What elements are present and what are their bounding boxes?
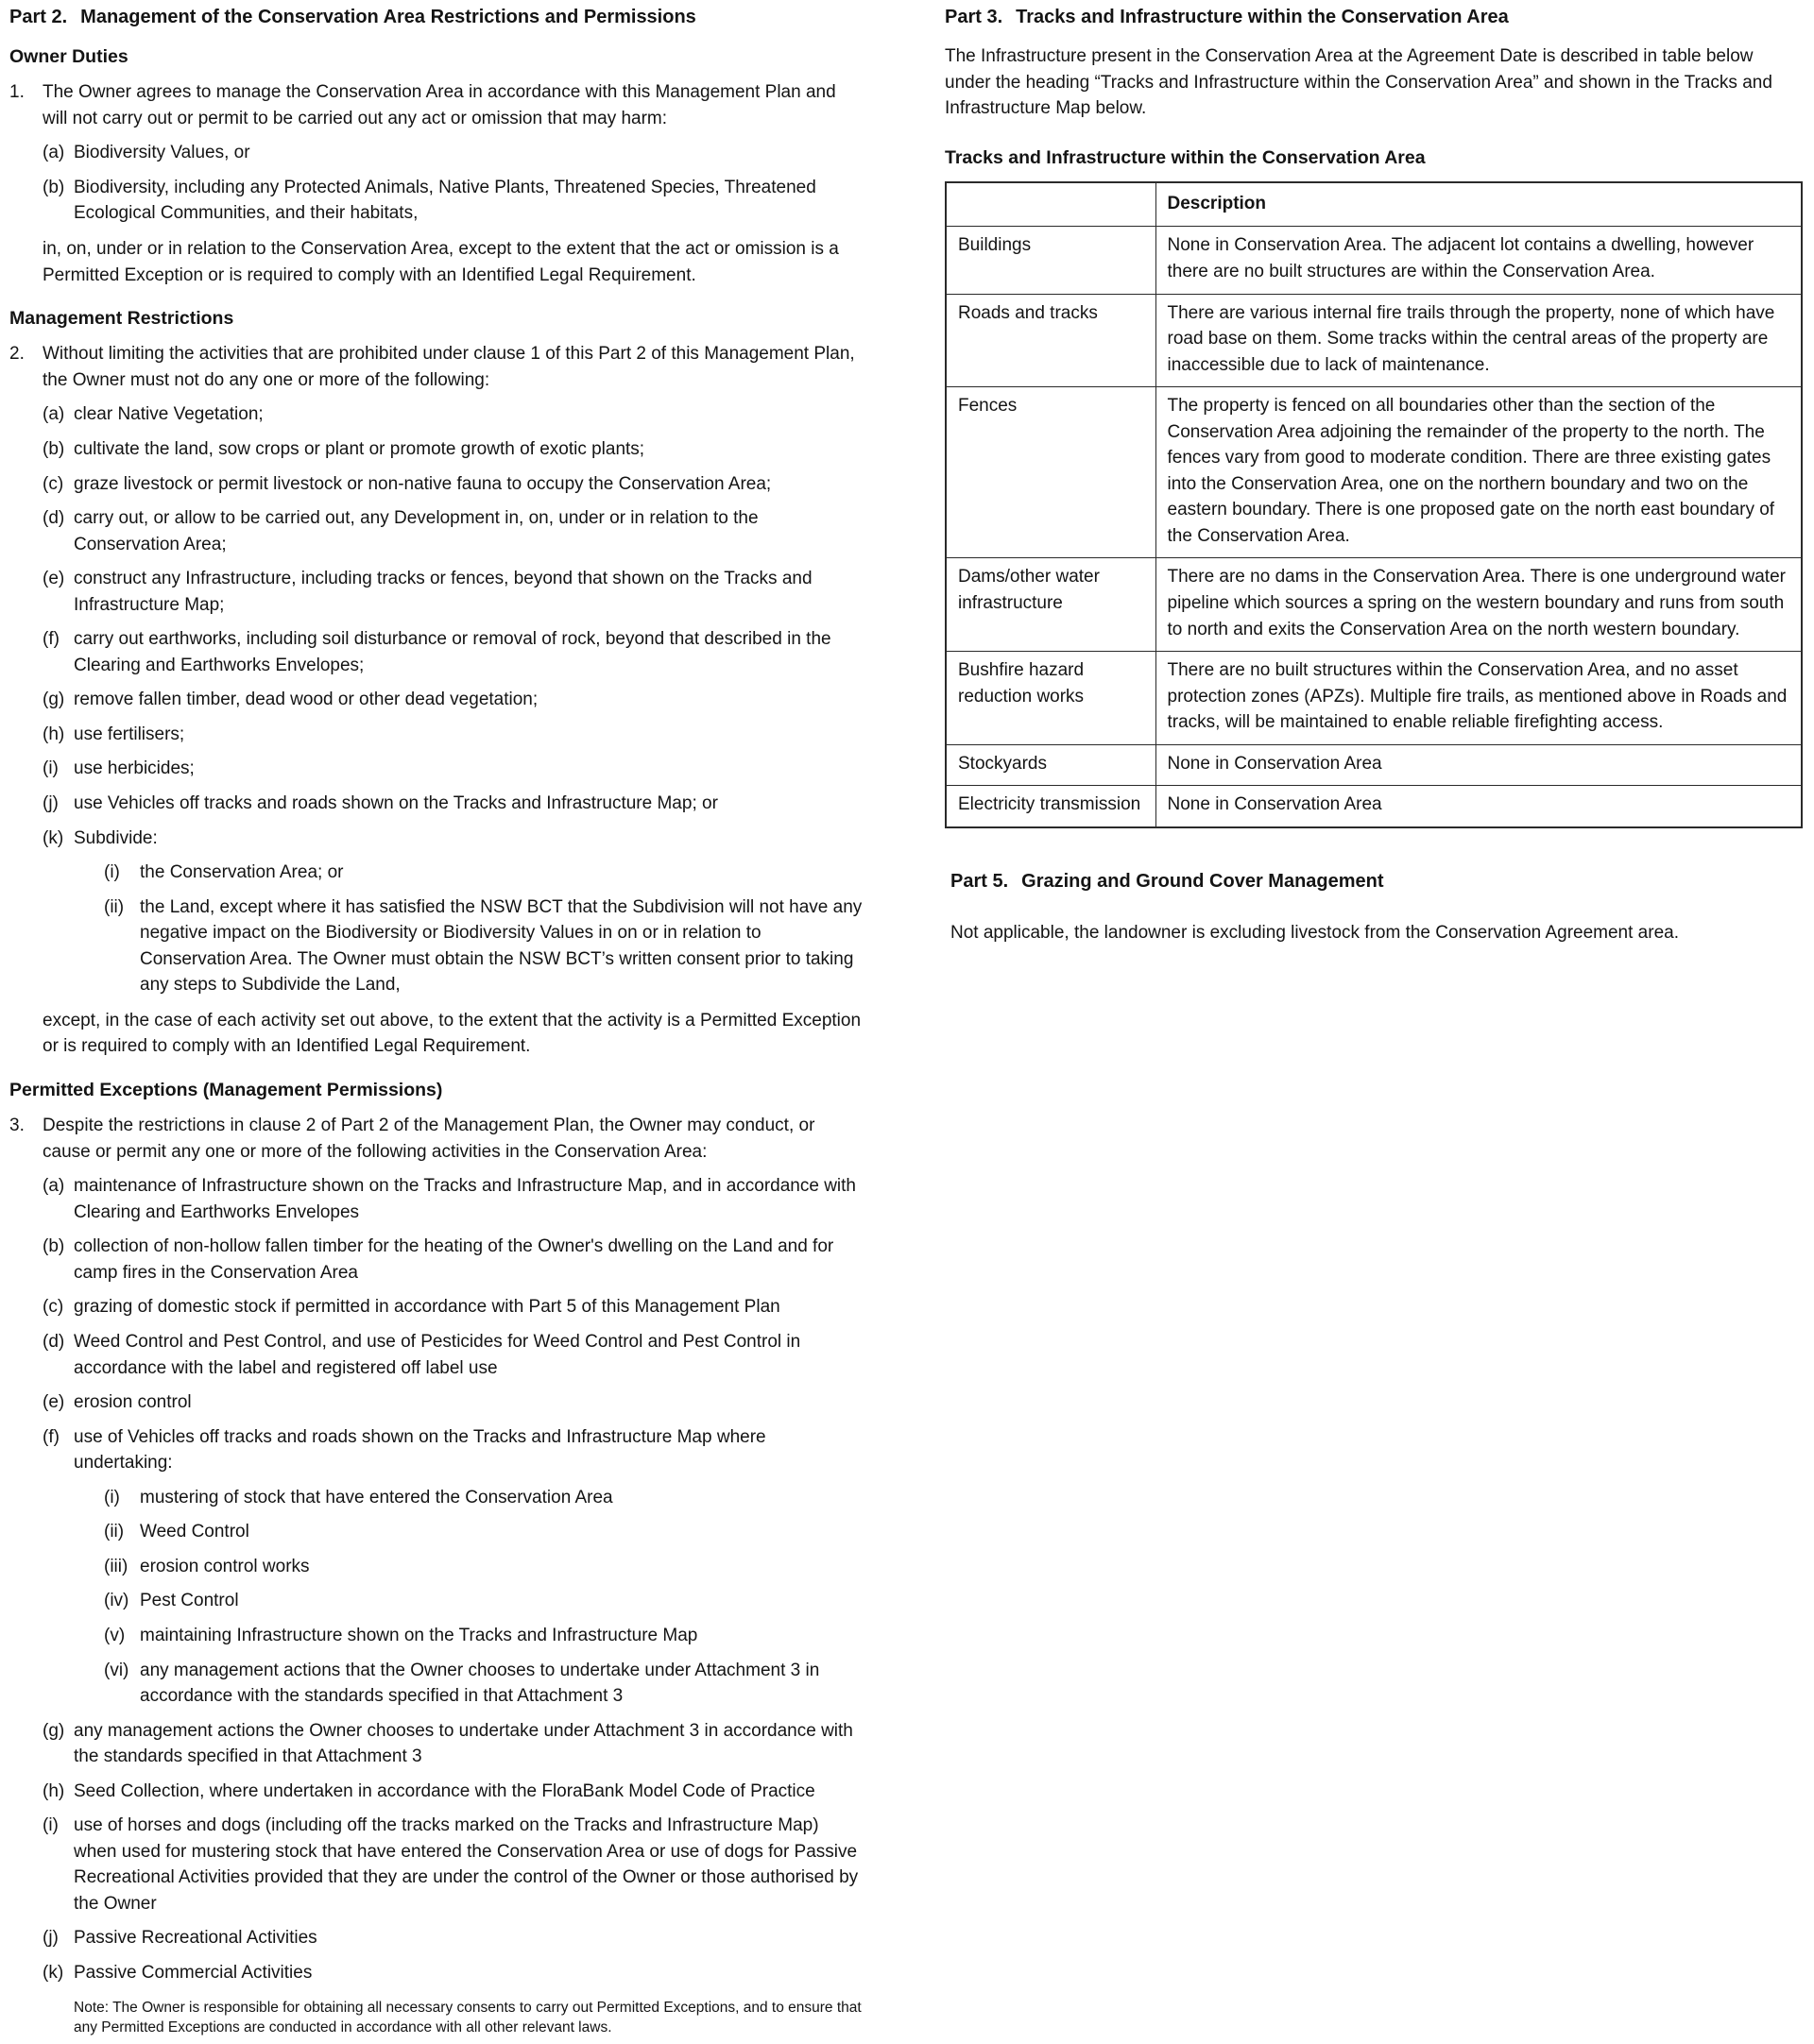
list-item — [43, 756, 864, 782]
item-text: Biodiversity, including any Protected Animals, Native Plants, Threatened Species, Threatened Ecological Communities, and their habitats, — [74, 177, 816, 224]
row-description: None in Conservation Area. The adjacent lot contains a dwelling, however there are no built structures are within the Conservation Area. — [1155, 227, 1802, 294]
part3-number: Part 3. — [945, 7, 1003, 27]
list-item — [43, 471, 864, 498]
subitem-label: (v) — [104, 1625, 126, 1645]
item-text: erosion control — [74, 1392, 192, 1413]
row-label: Fences — [946, 387, 1155, 558]
table-row — [946, 387, 1802, 558]
list-item — [43, 1813, 864, 1916]
subitem-text: mustering of stock that have entered the Conservation Area — [140, 1487, 613, 1507]
clause-2 — [9, 341, 864, 1060]
sub-list-item — [104, 1485, 864, 1511]
list-item — [43, 1329, 864, 1381]
part5-section — [945, 868, 1803, 946]
header-cell-blank — [946, 182, 1155, 227]
item-text: Weed Control and Pest Control, and use of Pesticides for Weed Control and Pest Control in accordance with the label and registered off label use — [74, 1332, 801, 1378]
part2-title: Management of the Conservation Area Restrictions and Permissions — [80, 7, 696, 27]
item-label: (e) — [43, 569, 65, 589]
item-label: (d) — [43, 1332, 65, 1353]
item-label: (b) — [43, 439, 65, 459]
table-row — [946, 744, 1802, 786]
subitem-text: Pest Control — [140, 1591, 239, 1611]
row-label: Stockyards — [946, 744, 1155, 786]
part5-heading — [950, 868, 1803, 895]
item-label: (k) — [43, 1962, 64, 1983]
item-text: use herbicides; — [74, 758, 195, 779]
clause-2-number: 2. — [9, 344, 25, 365]
part5-number: Part 5. — [950, 870, 1009, 892]
sub-list-item — [104, 860, 864, 886]
item-text: cultivate the land, sow crops or plant or promote growth of exotic plants; — [74, 439, 645, 459]
item-label: (e) — [43, 1392, 65, 1413]
item-label: (i) — [43, 758, 59, 779]
item-label: (g) — [43, 690, 65, 710]
part3-intro: The Infrastructure present in the Conservation Area at the Agreement Date is described in table below under the heading “Tracks and Infrastructure within the Conservation Area” and shown in the Tracks and Infrastructure Map below. — [945, 46, 1772, 119]
part3-title: Tracks and Infrastructure within the Conservation Area — [1016, 7, 1509, 27]
subitem-label: (i) — [104, 1487, 120, 1507]
list-item — [43, 791, 864, 817]
row-label: Dams/other water infrastructure — [946, 558, 1155, 652]
subitem-text: any management actions that the Owner chooses to undertake under Attachment 3 in accordance with the standards specified in that Attachment 3 — [140, 1660, 820, 1707]
item-text: use Vehicles off tracks and roads shown on the Tracks and Infrastructure Map; or — [74, 793, 718, 814]
part2-column — [9, 4, 864, 2044]
list-item — [43, 687, 864, 713]
item-text: collection of non-hollow fallen timber for the heating of the Owner's dwelling on the Land and for camp fires in the Conservation Area — [74, 1236, 834, 1283]
table-row — [946, 652, 1802, 745]
item-label: (b) — [43, 1236, 65, 1257]
table-row — [946, 558, 1802, 652]
list-item — [43, 626, 864, 678]
item-label: (a) — [43, 1176, 65, 1197]
clause-2-body — [43, 341, 864, 1060]
item-text: carry out earthworks, including soil disturbance or removal of rock, beyond that described in the Clearing and Earthworks Envelopes; — [74, 629, 831, 675]
list-item — [43, 1294, 864, 1320]
list-item — [43, 1424, 864, 1476]
item-text: carry out, or allow to be carried out, any Development in, on, under or in relation to the Conservation Area; — [74, 508, 759, 554]
part3-heading — [945, 4, 1803, 31]
item-label: (g) — [43, 1720, 65, 1741]
list-item — [43, 1925, 864, 1951]
list-item — [43, 1173, 864, 1225]
item-text: Passive Commercial Activities — [74, 1962, 313, 1983]
item-label: (f) — [43, 629, 60, 650]
list-item — [43, 722, 864, 748]
row-description: There are no built structures within the Conservation Area, and no asset protection zones (APZs). Multiple fire trails, as mentioned above in Roads and tracks, will be maintained to enable reliable firefighting access. — [1155, 652, 1802, 745]
clause-3-number: 3. — [9, 1116, 25, 1136]
table-row — [946, 294, 1802, 387]
item-text: graze livestock or permit livestock or non-native fauna to occupy the Conservation Area; — [74, 473, 772, 494]
part3-column — [945, 4, 1803, 945]
sub-list-item — [104, 1554, 864, 1580]
item-label: (c) — [43, 473, 64, 494]
sub-list-item — [104, 1623, 864, 1649]
list-item — [43, 401, 864, 428]
row-description: The property is fenced on all boundaries other than the section of the Conservation Area adjoining the remainder of the property to the north. The fences vary from good to moderate condition. There are three existing gates into the Conservation Area, one on the northern boundary and two on the eastern boundary. There is one proposed gate on the north east boundary of the Conservation Area. — [1155, 387, 1802, 558]
table-row — [946, 227, 1802, 294]
management-restrictions-heading: Management Restrictions — [9, 308, 234, 330]
item-label: (i) — [43, 1815, 59, 1836]
item-text: maintenance of Infrastructure shown on the Tracks and Infrastructure Map, and in accordance with Clearing and Earthworks Envelopes — [74, 1176, 856, 1222]
part5-title: Grazing and Ground Cover Management — [1021, 870, 1384, 892]
list-item — [43, 436, 864, 463]
item-label: (j) — [43, 793, 59, 814]
row-description: None in Conservation Area — [1155, 786, 1802, 827]
item-text: any management actions the Owner chooses to undertake under Attachment 3 in accordance with the standards specified in that Attachment 3 — [74, 1720, 853, 1767]
clause-1 — [9, 79, 864, 288]
subitem-text: maintaining Infrastructure shown on the Tracks and Infrastructure Map — [140, 1625, 698, 1645]
subitem-label: (ii) — [104, 896, 125, 917]
clause-1-body — [43, 79, 864, 288]
item-text: grazing of domestic stock if permitted in accordance with Part 5 of this Management Plan — [74, 1297, 780, 1318]
item-label: (b) — [43, 177, 65, 197]
list-item — [43, 826, 864, 852]
list-item — [43, 175, 864, 227]
list-item — [43, 566, 864, 618]
clause-2-closing: except, in the case of each activity set out above, to the extent that the activity is a Permitted Exception or is required to comply with an Identified Legal Requirement. — [43, 1010, 862, 1057]
item-text: Subdivide: — [74, 827, 158, 848]
item-label: (k) — [43, 827, 64, 848]
row-label: Bushfire hazard reduction works — [946, 652, 1155, 745]
clause-3-body — [43, 1113, 864, 2038]
item-text: remove fallen timber, dead wood or other dead vegetation; — [74, 690, 539, 710]
list-item — [43, 1718, 864, 1770]
subitem-text: erosion control works — [140, 1556, 310, 1576]
list-item — [43, 1234, 864, 1286]
list-item — [43, 505, 864, 557]
sub-list-item — [104, 1519, 864, 1545]
item-label: (h) — [43, 1780, 65, 1801]
item-label: (a) — [43, 143, 65, 163]
item-label: (j) — [43, 1928, 59, 1949]
part5-text: Not applicable, the landowner is excluding livestock from the Conservation Agreement area. — [950, 922, 1679, 943]
permitted-exceptions-note: Note: The Owner is responsible for obtaining all necessary consents to carry out Permitted Exceptions, and to ensure that any Permitted Exceptions are conducted in accordance with all other relevant laws. — [74, 1999, 862, 2036]
row-label: Roads and tracks — [946, 294, 1155, 387]
item-label: (h) — [43, 724, 65, 744]
clause-3 — [9, 1113, 864, 2038]
sub-list-item — [104, 1658, 864, 1710]
item-text: Biodiversity Values, or — [74, 143, 250, 163]
item-text: use of Vehicles off tracks and roads shown on the Tracks and Infrastructure Map where undertaking: — [74, 1426, 766, 1473]
clause-2-text: Without limiting the activities that are prohibited under clause 1 of this Part 2 of this Management Plan, the Owner must not do any one or more of the following: — [43, 344, 855, 390]
infrastructure-table-title: Tracks and Infrastructure within the Conservation Area — [945, 146, 1426, 168]
item-text: use of horses and dogs (including off the tracks marked on the Tracks and Infrastructure Map) when used for mustering stock that have entered the Conservation Area or use of dogs for Passive Recreational Activities provided that they are under the control of the Owner or those authorised by the Owner — [74, 1815, 859, 1914]
subitem-text: the Conservation Area; or — [140, 862, 344, 883]
item-label: (f) — [43, 1426, 60, 1447]
item-label: (c) — [43, 1297, 64, 1318]
list-item — [43, 1960, 864, 1986]
item-text: clear Native Vegetation; — [74, 404, 264, 425]
clause-1-number: 1. — [9, 82, 25, 103]
subitem-label: (vi) — [104, 1660, 129, 1680]
table-header-row — [946, 182, 1802, 227]
list-item — [43, 1389, 864, 1416]
permitted-exceptions-heading: Permitted Exceptions (Management Permissions) — [9, 1079, 443, 1100]
item-text: Seed Collection, where undertaken in accordance with the FloraBank Model Code of Practice — [74, 1780, 815, 1801]
list-item — [43, 140, 864, 166]
item-label: (a) — [43, 404, 65, 425]
clause-1-closing: in, on, under or in relation to the Conservation Area, except to the extent that the act or omission is a Permitted Exception or is required to comply with an Identified Legal Requirement. — [43, 239, 839, 285]
item-label: (d) — [43, 508, 65, 529]
clause-3-text: Despite the restrictions in clause 2 of Part 2 of the Management Plan, the Owner may conduct, or cause or permit any one or more of the following activities in the Conservation Area: — [43, 1116, 815, 1162]
row-label: Buildings — [946, 227, 1155, 294]
subitem-text: the Land, except where it has satisfied the NSW BCT that the Subdivision will not have any negative impact on the Biodiversity or Biodiversity Values in on or in relation to Conservation Area. The Owner must obtain the NSW BCT’s written consent prior to taking any steps to Subdivide the Land, — [140, 896, 863, 996]
row-description: There are various internal fire trails through the property, none of which have road base on them. Some tracks within the central areas of the property are inaccessible due to lack of maintenance. — [1155, 294, 1802, 387]
sub-list-item — [104, 894, 864, 998]
clause-1-text: The Owner agrees to manage the Conservation Area in accordance with this Management Plan and will not carry out or permit to be carried out any act or omission that may harm: — [43, 82, 836, 128]
subitem-text: Weed Control — [140, 1522, 249, 1542]
item-text: Passive Recreational Activities — [74, 1928, 317, 1949]
row-label: Electricity transmission — [946, 786, 1155, 827]
subitem-label: (i) — [104, 862, 120, 883]
header-cell-description: Description — [1155, 182, 1802, 227]
part2-heading — [9, 4, 864, 31]
subitem-label: (iv) — [104, 1591, 129, 1611]
subitem-label: (iii) — [104, 1556, 128, 1576]
infrastructure-table — [945, 181, 1803, 828]
sub-list-item — [104, 1588, 864, 1614]
subitem-label: (ii) — [104, 1522, 125, 1542]
owner-duties-heading: Owner Duties — [9, 46, 128, 67]
row-description: There are no dams in the Conservation Area. There is one underground water pipeline which sources a spring on the western boundary and runs from south to north and exits the Conservation Area on the north western boundary. — [1155, 558, 1802, 652]
row-description: None in Conservation Area — [1155, 744, 1802, 786]
item-text: construct any Infrastructure, including tracks or fences, beyond that shown on the Tracks and Infrastructure Map; — [74, 569, 813, 615]
part2-number: Part 2. — [9, 7, 68, 27]
table-row — [946, 786, 1802, 827]
list-item — [43, 1779, 864, 1805]
item-text: use fertilisers; — [74, 724, 185, 744]
